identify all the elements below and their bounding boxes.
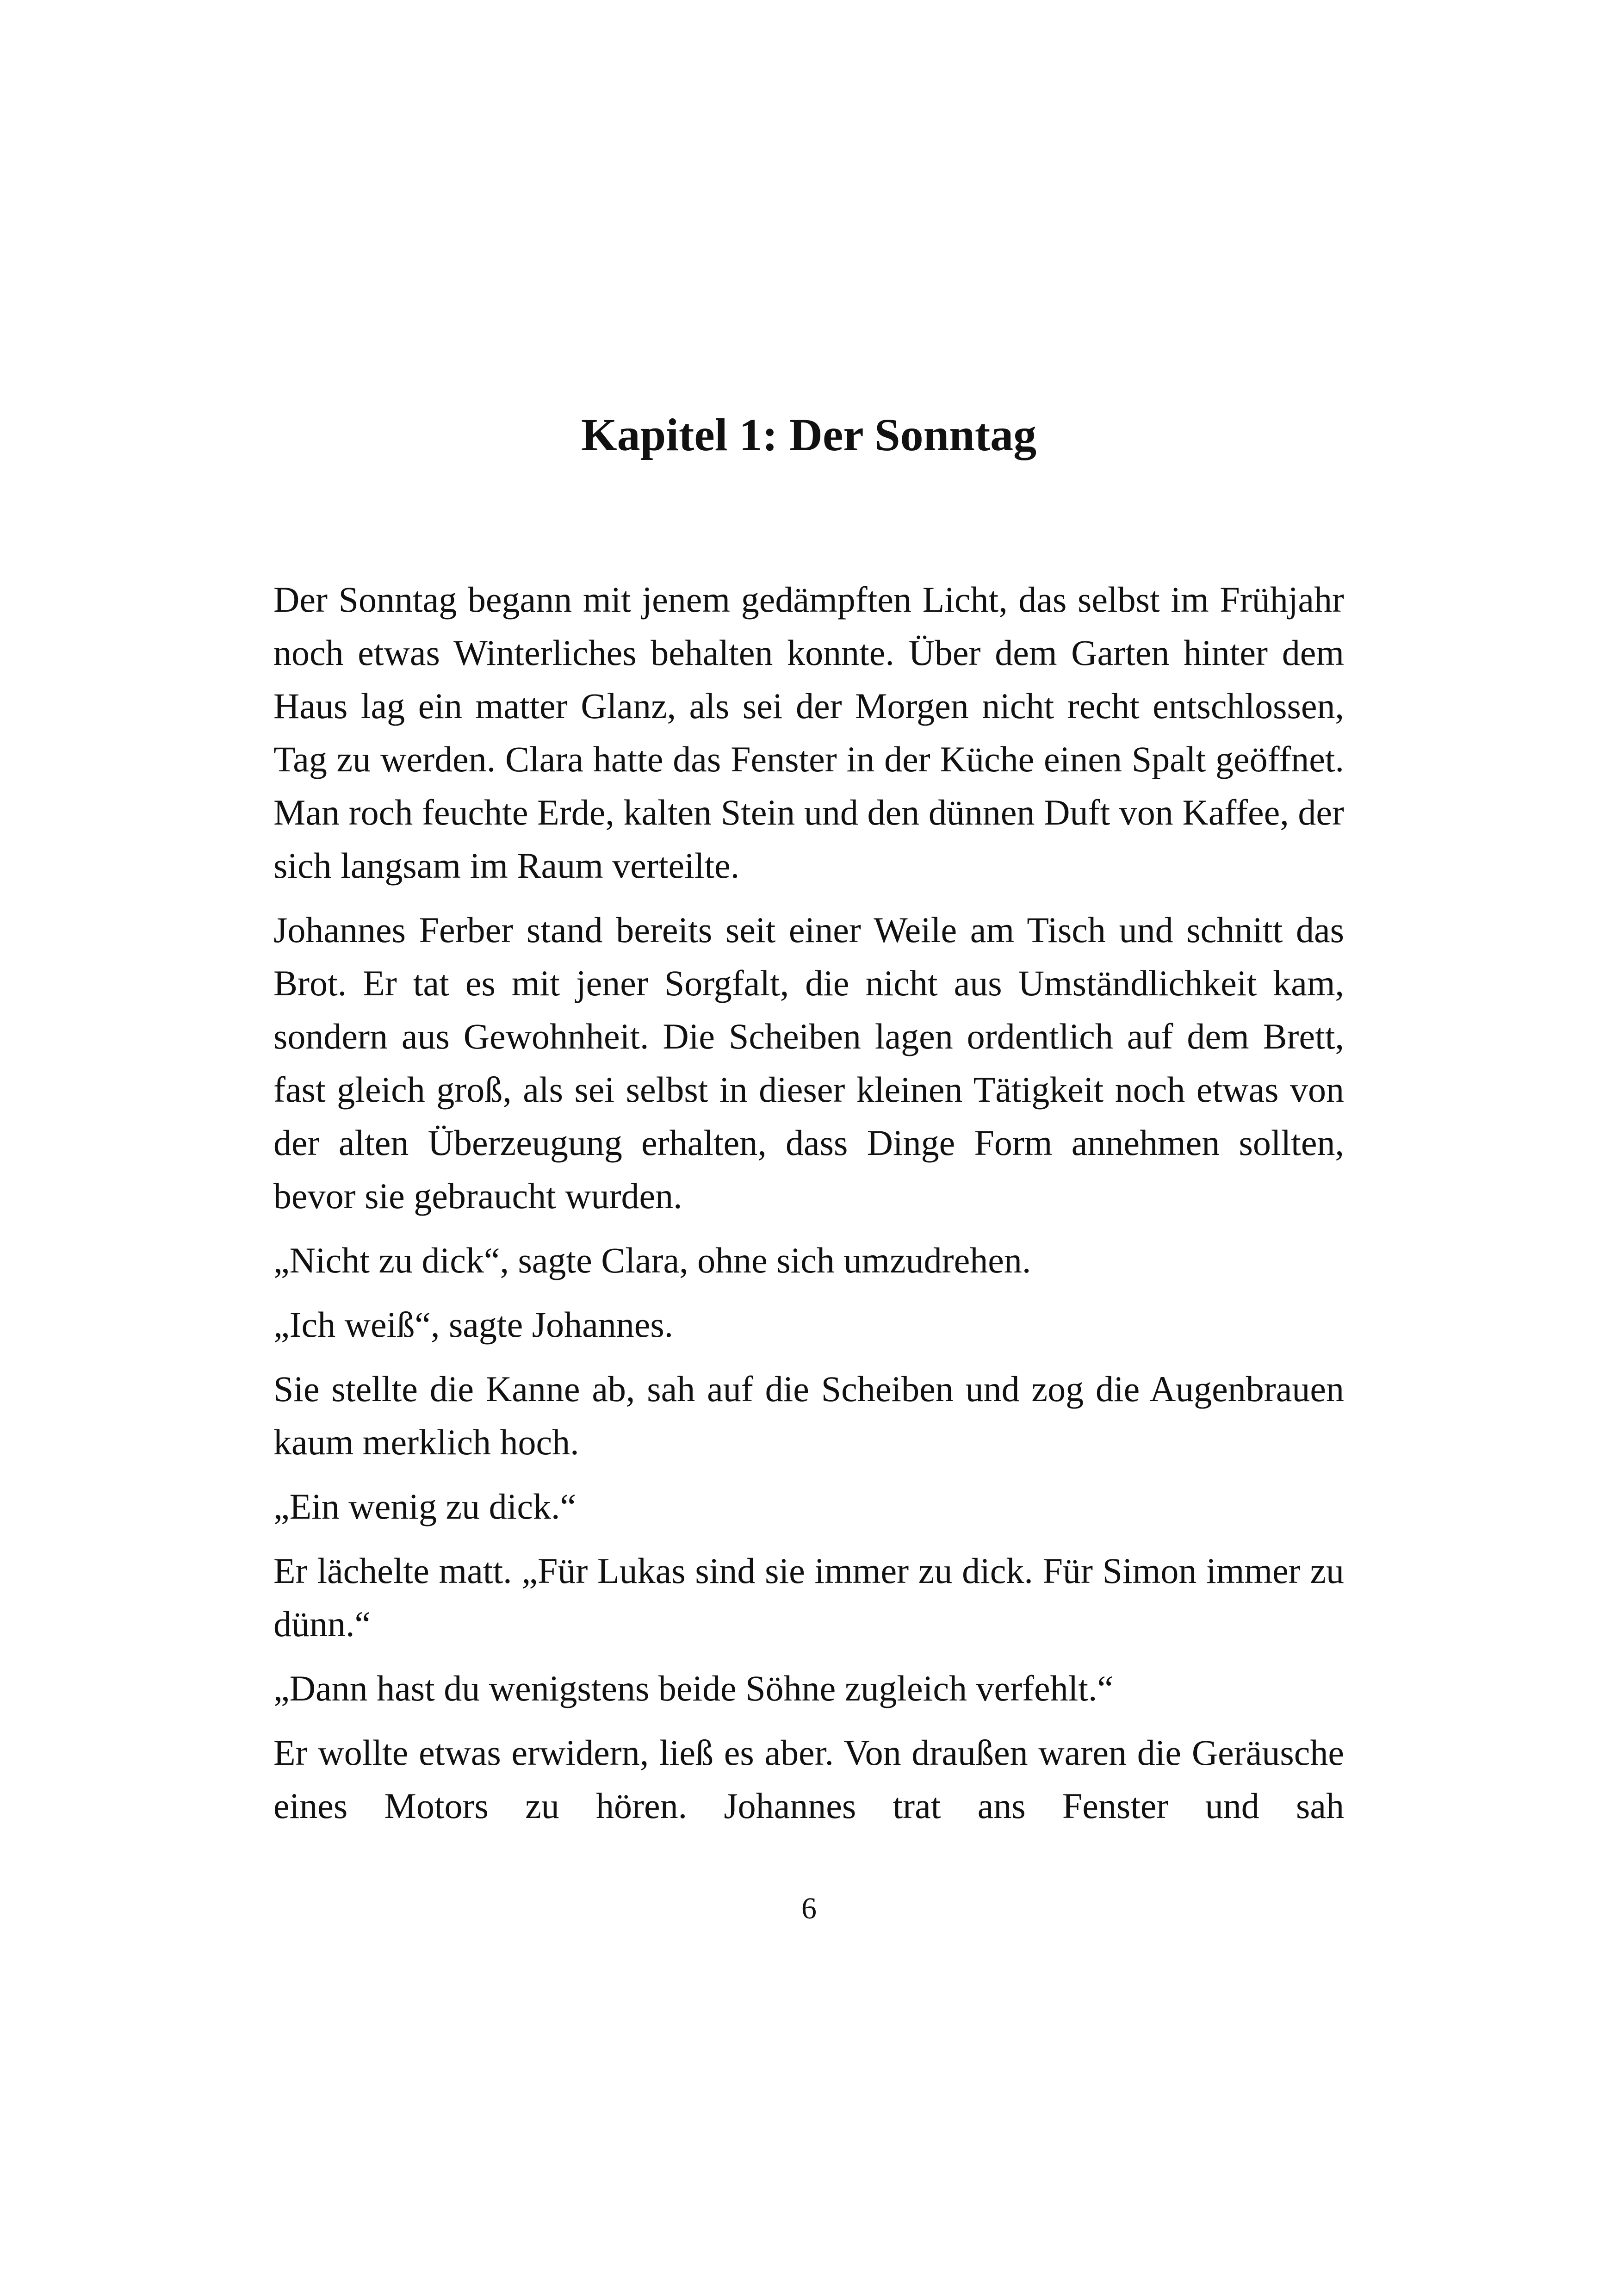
dialogue-line: „Ich weiß“, sagte Johannes. [273, 1304, 674, 1345]
paragraph: Er wollte etwas erwidern, ließ es aber. Von draußen waren die Geräusche eines Motors zu hören. Johannes trat ans Fenster und sah [273, 1732, 1344, 1826]
body-text [273, 573, 1344, 1843]
paragraph: Er lächelte matt. „Für Lukas sind sie immer zu dick. Für Simon immer zu dünn.“ [273, 1551, 1344, 1644]
dialogue-line: „Dann hast du wenigstens beide Söhne zugleich verfehlt.“ [273, 1668, 1114, 1708]
paragraph: Der Sonntag begann mit jenem gedämpften Licht, das selbst im Frühjahr noch etwas Winterliches behalten konnte. Über dem Garten hinter dem Haus lag ein matter Glanz, als sei der Morgen nicht recht entschlossen, Tag zu werden. Clara hatte das Fenster in der Küche einen Spalt geöffnet. Man roch feuchte Erde, kalten Stein und den dünnen Duft von Kaffee, der sich langsam im Raum verteilte. [273, 579, 1344, 886]
paragraph: Sie stellte die Kanne ab, sah auf die Scheiben und zog die Augenbrauen kaum merklich hoch. [273, 1369, 1344, 1462]
paragraph: Johannes Ferber stand bereits seit einer Weile am Tisch und schnitt das Brot. Er tat es mit jener Sorgfalt, die nicht aus Umständlichkeit kam, sondern aus Gewohnheit. Die Scheiben lagen ordentlich auf dem Brett, fast gleich groß, als sei selbst in dieser kleinen Tätigkeit noch etwas von der alten Überzeugung erhalten, dass Dinge Form annehmen sollten, bevor sie gebraucht wurden. [273, 910, 1344, 1216]
chapter-title: Kapitel 1: Der Sonntag [581, 409, 1037, 460]
dialogue-line: „Nicht zu dick“, sagte Clara, ohne sich umzudrehen. [273, 1240, 1031, 1280]
page-number: 6 [801, 1892, 817, 1925]
dialogue-line: „Ein wenig zu dick.“ [273, 1486, 577, 1527]
